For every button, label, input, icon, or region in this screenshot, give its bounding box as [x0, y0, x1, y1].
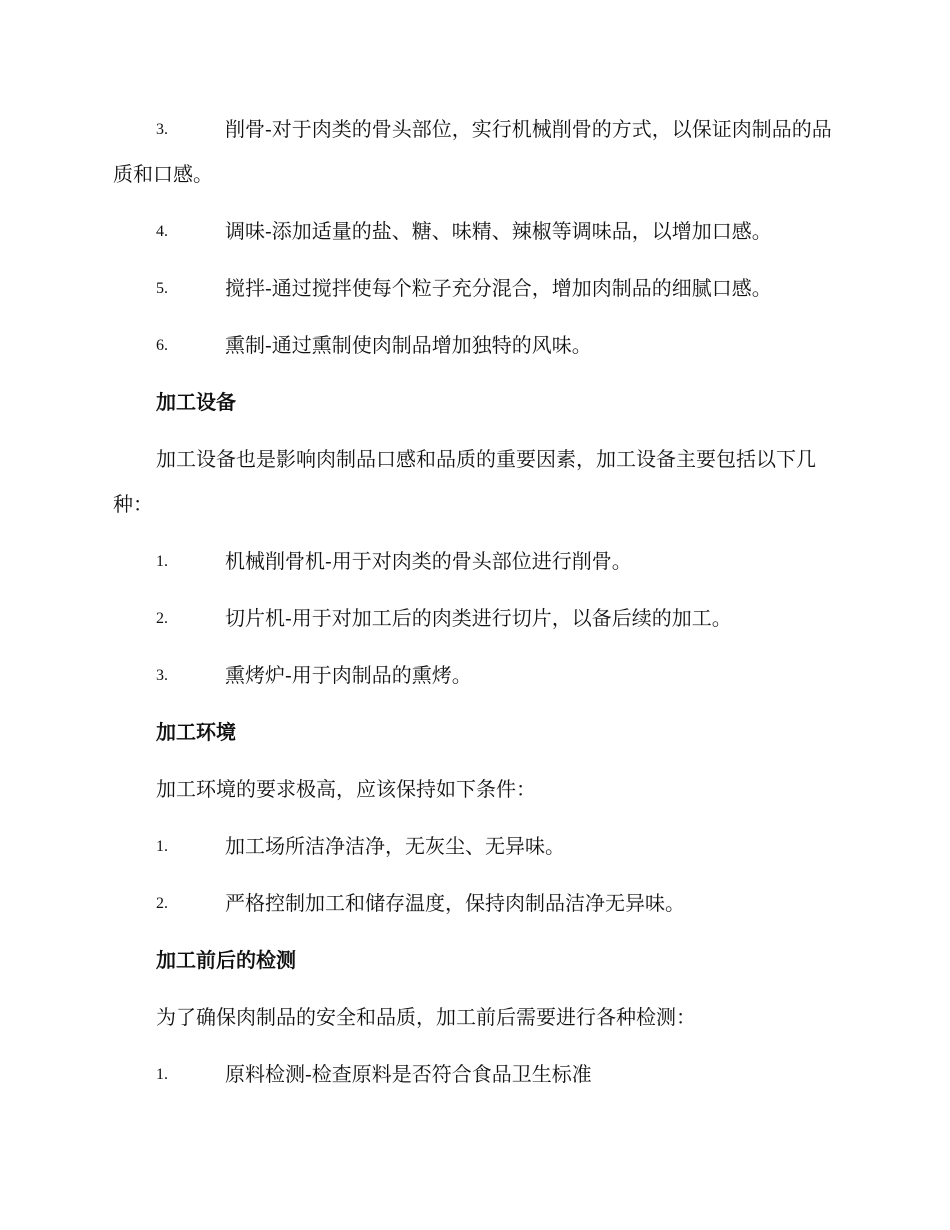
list-item-number: 2.	[156, 895, 168, 912]
list-item-number: 1.	[156, 838, 168, 855]
list-item-text: 切片机-用于对加工后的肉类进行切片，以备后续的加工。	[225, 606, 732, 630]
list-item-text: 机械削骨机-用于对肉类的骨头部位进行削骨。	[225, 549, 632, 573]
document-body	[113, 107, 833, 1109]
list-item	[113, 596, 833, 641]
list-item-number: 2.	[156, 610, 168, 627]
list-item-number: 3.	[156, 121, 168, 138]
list-item-text: 熏制-通过熏制使肉制品增加独特的风味。	[225, 333, 592, 357]
list-item-text: 严格控制加工和储存温度，保持肉制品洁净无异味。	[225, 891, 685, 915]
list-item-text: 削骨-对于肉类的骨头部位，实行机械削骨的方式，以保证肉制品的品质和口感。	[113, 117, 832, 186]
list-item-number: 1.	[156, 553, 168, 570]
list-item	[113, 209, 833, 254]
list-item	[113, 107, 833, 197]
list-item-text: 加工场所洁净洁净，无灰尘、无异味。	[225, 834, 565, 858]
list-item	[113, 1052, 833, 1097]
paragraph-environment-intro: 加工环境的要求极高，应该保持如下条件：	[156, 777, 536, 801]
list-item-number: 1.	[156, 1066, 168, 1083]
list-item-number: 4.	[156, 223, 168, 240]
section-heading-equipment: 加工设备	[156, 390, 236, 414]
paragraph-inspection-intro: 为了确保肉制品的安全和品质，加工前后需要进行各种检测：	[156, 1005, 696, 1029]
list-item	[113, 653, 833, 698]
list-item-number: 5.	[156, 280, 168, 297]
list-item-number: 3.	[156, 667, 168, 684]
list-item	[113, 539, 833, 584]
list-item	[113, 266, 833, 311]
paragraph-equipment-intro: 加工设备也是影响肉制品口感和品质的重要因素，加工设备主要包括以下几种：	[113, 447, 816, 516]
section-heading-environment: 加工环境	[156, 720, 236, 744]
list-item-text: 调味-添加适量的盐、糖、味精、辣椒等调味品，以增加口感。	[225, 219, 772, 243]
list-item-number: 6.	[156, 337, 168, 354]
section-heading-inspection: 加工前后的检测	[156, 948, 296, 972]
list-item-text: 搅拌-通过搅拌使每个粒子充分混合，增加肉制品的细腻口感。	[225, 276, 772, 300]
list-item	[113, 323, 833, 368]
list-item-text: 熏烤炉-用于肉制品的熏烤。	[225, 663, 472, 687]
list-item-text: 原料检测-检查原料是否符合食品卫生标准	[225, 1062, 592, 1086]
list-item	[113, 881, 833, 926]
list-item	[113, 824, 833, 869]
